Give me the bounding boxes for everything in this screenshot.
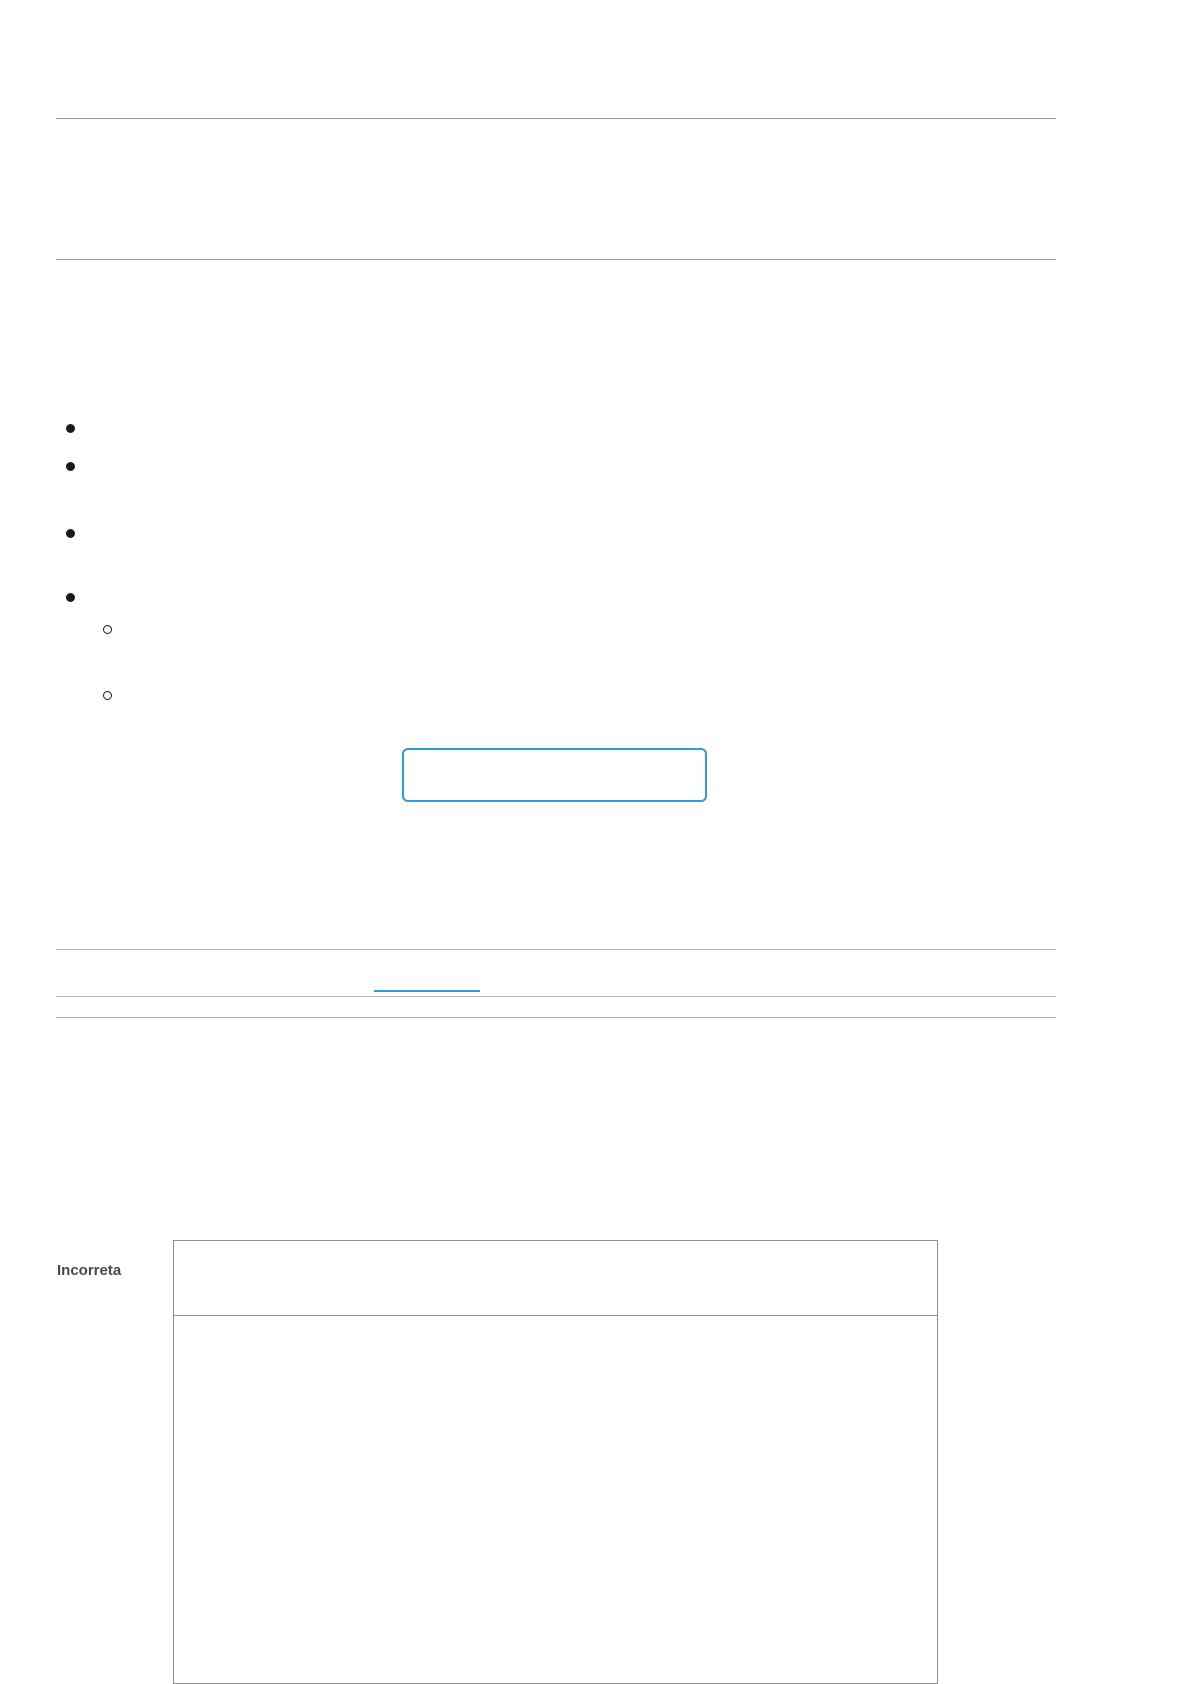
rule-top	[56, 118, 1056, 119]
table-row-divider	[173, 1315, 938, 1316]
figure-caption: Incorreta	[57, 1262, 122, 1279]
rule-footer-top	[56, 949, 1056, 950]
list-bullet-marker	[66, 529, 75, 538]
table-left-border	[173, 1240, 174, 1684]
rule-footer-bottom	[56, 1017, 1056, 1018]
table-body-cell	[192, 1341, 912, 1641]
list-bullet-marker	[66, 424, 75, 433]
table-header-cell	[192, 1259, 912, 1299]
figure-table	[173, 1240, 938, 1684]
sublist-bullet-marker	[103, 625, 112, 634]
rule-header-bottom	[56, 259, 1056, 260]
body-paragraph	[56, 280, 1056, 390]
sublist-bullet-marker	[103, 691, 112, 700]
page-title	[56, 140, 1056, 240]
callout-box[interactable]	[402, 748, 707, 802]
document-link[interactable]	[374, 972, 480, 992]
list-bullet-marker	[66, 593, 75, 602]
list-bullet-marker	[66, 462, 75, 471]
rule-footer-middle	[56, 996, 1056, 997]
